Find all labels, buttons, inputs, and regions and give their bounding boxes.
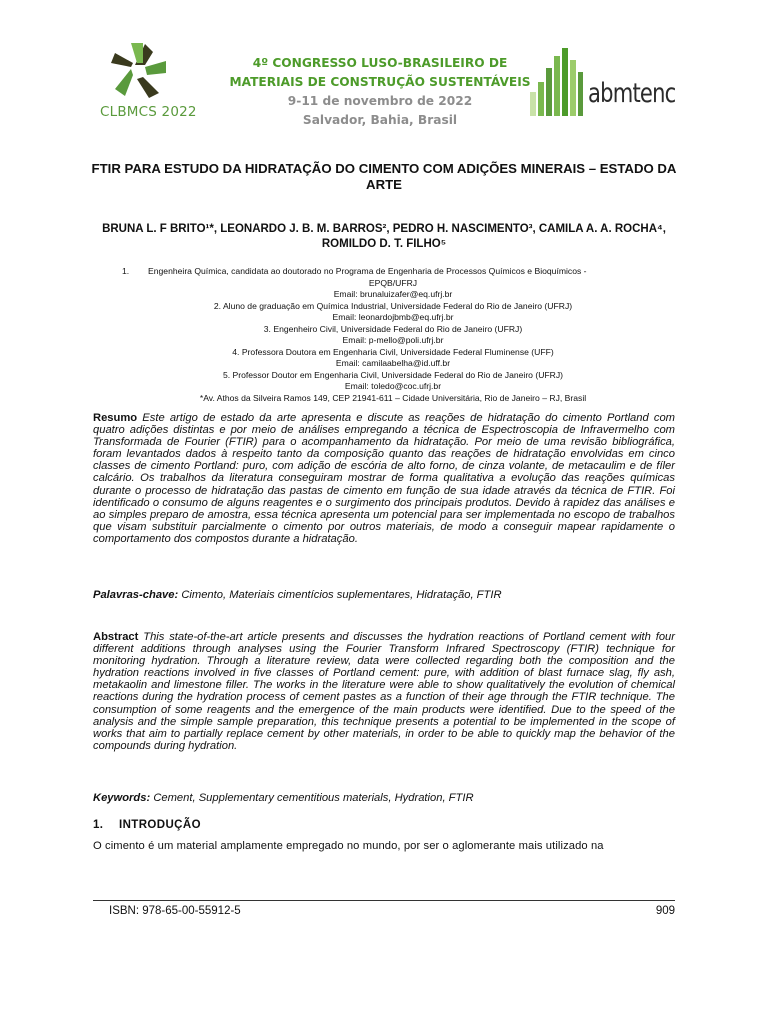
keywords-label: Keywords: [93,792,151,804]
abstract-paragraph [93,631,675,752]
section-title: INTRODUÇÃO [119,819,201,831]
palavras-chave [93,589,675,602]
affiliation-text: Engenheira Química, candidata ao doutorado no Programa de Engenharia de Processos Químicos e Bioquímicos - [148,266,587,276]
conference-header [210,54,550,130]
keywords [93,792,675,805]
pinwheel-logo-icon [108,42,170,100]
author-list: BRUNA L. F BRITO¹*, LEONARDO J. B. M. BARROS², PEDRO H. NASCIMENTO³, CAMILA A. A. ROCHA⁴, ROMILDO D. T. FILHO⁵ [102,223,666,250]
conference-line-2: MATERIAIS DE CONSTRUÇÃO SUSTENTÁVEIS [229,75,531,89]
affiliation-line: 5. Professor Doutor em Engenharia Civil, Universidade Federal do Rio de Janeiro (UFRJ) [222,369,564,380]
logo-caption: CLBMCS 2022 [100,104,197,120]
keywords-text: Cement, Supplementary cementitious materials, Hydration, FTIR [153,792,474,804]
footer-isbn: ISBN: 978-65-00-55912-5 [109,905,241,917]
footer-divider [93,900,675,901]
resumo-text: Este artigo de estado da arte apresenta e discute as reações de hidratação do cimento Portland com quatro adições distintas e por meio de análises empregando a técnica de Espectroscopia de Infravermelho com Transformada de Fourier (FTIR) para o acompanhamento da hidratação. Por meio de uma revisão bibliográfica, foram levantados dados à respeito tanto da composição quanto das reações de hidratação envolvidas em cinco classes de cimento Portland: puro, com adição de escória de alto forno, de cinza volante, de metacaulim e de fíler calcário. Os trabalhos da literatura conseguiram mostrar de forma qualitativa a evolução das reações químicas durante o processo de hidratação das pastas de cimento em função de sua idade através da técnica de FTIR. Foi identificado o consumo de alguns reagentes e o surgimento dos principais produtos. Devido à rapidez das análises e ao simples preparo de amostra, essa técnica apresenta um potencial para ser implementada no escopo de trabalhos que visam substituir parcialmente o cimento por outros materiais, de modo a conseguir mapear rapidamente o comportamento dos compostos durante a hidratação. [93,412,676,545]
affiliation-line: 4. Professora Doutora em Engenharia Civil, Universidade Federal Fluminense (UFF) [232,346,554,357]
section-heading [93,819,201,831]
affiliation-line: EPQB/UFRJ [368,277,418,288]
clbmcs-logo [100,42,200,124]
resumo-paragraph [93,412,675,545]
palavras-chave-text: Cimento, Materiais cimentícios suplementares, Hidratação, FTIR [181,589,502,601]
abstract-text: This state-of-the-art article presents and discusses the hydration reactions of Portland cement with four different additions through analyses using the Fourier Transform Infrared Spectroscopy (FTIR) technique for monitoring hydration. Through a literature review, data were collected regarding both the composition and the hydration reactions involved in five classes of Portland cement: pure, with addition of blast furnace slag, fly ash, metakaolin and limestone filler. The works in the literature were able to show qualitatively the evolution of chemical reactions during the hydration process of cement pastes as a function of their age through the FTIR technique. The consumption of some reagents and the emergence of the main products were identified. Due to the speed of the analysis and the simple sample preparation, this technique presents a potential to be implemented in the scope of works that aim to partially replace cement by other materials, in order to be able to quickly map the behavior of the compounds during hydration. [93,631,676,752]
affiliations [108,266,678,405]
page-number: 909 [655,905,675,917]
abstract-label: Abstract [93,631,139,643]
paper-title: FTIR PARA ESTUDO DA HIDRATAÇÃO DO CIMENTO COM ADIÇÕES MINERAIS – ESTADO DA ARTE [91,161,677,192]
section-number: 1. [93,819,104,831]
affiliation-address: *Av. Athos da Silveira Ramos 149, CEP 21941-611 – Cidade Universitária, Rio de Janeiro – RJ, Brasil [199,393,587,404]
bars-logo-icon [530,46,586,118]
abmtenc-wordmark: abmtenc [588,78,676,109]
resumo-label: Resumo [93,412,138,424]
affiliation-line: Email: leonardojbmb@eq.ufrj.br [332,312,454,323]
abmtenc-logo [530,46,680,118]
affiliation-line: Email: toledo@coc.ufrj.br [344,381,442,392]
affiliation-line: 2. Aluno de graduação em Química Industrial, Universidade Federal do Rio de Janeiro (UFRJ) [213,300,573,311]
intro-paragraph: O cimento é um material amplamente empregado no mundo, por ser o aglomerante mais utilizado na [93,840,604,852]
affiliation-1 [108,266,678,278]
conference-location: Salvador, Bahia, Brasil [302,113,458,127]
affiliation-line: Email: p-mello@poli.ufrj.br [342,335,444,346]
affiliation-line: 3. Engenheiro Civil, Universidade Federal do Rio de Janeiro (UFRJ) [263,323,523,334]
palavras-chave-label: Palavras-chave: [93,589,179,601]
affiliation-number: 1. [122,266,130,276]
affiliation-line: Email: camilaabelha@id.uff.br [335,358,451,369]
conference-line-1: 4º CONGRESSO LUSO-BRASILEIRO DE [252,56,508,70]
conference-date: 9-11 de novembro de 2022 [287,94,473,108]
affiliation-line: Email: brunaluizafer@eq.ufrj.br [333,289,453,300]
